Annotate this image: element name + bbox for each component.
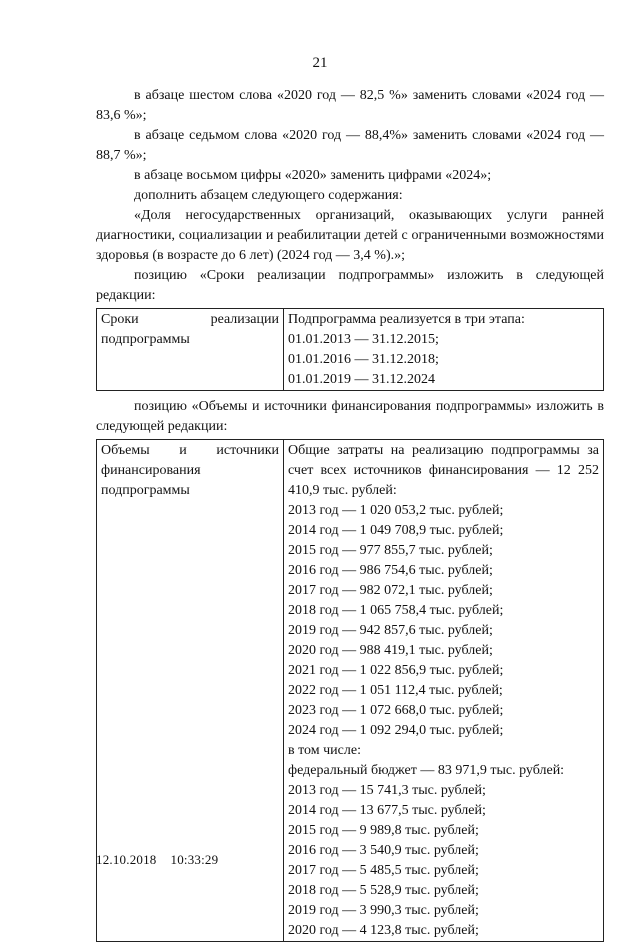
funding-year-total: 2014 год — 1 049 708,9 тыс. рублей; [288,523,504,538]
funding-year-total: 2017 год — 982 072,1 тыс. рублей; [288,583,493,598]
terms-label-word: реализации [210,312,279,327]
funding-year-federal: 2017 год — 5 485,5 тыс. рублей; [288,863,479,878]
terms-label-word: Сроки [101,312,139,327]
funding-label-word: источники [216,443,279,458]
terms-line: 01.01.2019 — 31.12.2024 [288,372,435,387]
paragraph-4: дополнить абзацем следующего содержания: [134,188,403,203]
funding-year-total: 2015 год — 977 855,7 тыс. рублей; [288,543,493,558]
terms-line: 01.01.2016 — 31.12.2018; [288,352,439,367]
funding-year-total: 2018 год — 1 065 758,4 тыс. рублей; [288,603,504,618]
funding-year-federal: 2016 год — 3 540,9 тыс. рублей; [288,843,479,858]
funding-year-federal: 2015 год — 9 989,8 тыс. рублей; [288,823,479,838]
terms-value-cell [284,309,604,391]
funding-year-federal: 2020 год — 4 123,8 тыс. рублей; [288,923,479,938]
funding-year-federal: 2013 год — 15 741,3 тыс. рублей; [288,783,486,798]
paragraph-5: «Доля негосударственных организаций, оказывающих услуги ранней диагностики, социализации и реабилитации детей с ограниченными возможностями здоровья (в возрасте до 6 лет) (2024 год — 3,4 %).»; [96,208,604,263]
funding-year-total: 2013 год — 1 020 053,2 тыс. рублей; [288,503,504,518]
funding-label-line1 [101,441,279,461]
funding-year-federal: 2018 год — 5 528,9 тыс. рублей; [288,883,479,898]
funding-year-total: 2023 год — 1 072 668,0 тыс. рублей; [288,703,504,718]
funding-label-line2: финансирования [101,463,201,478]
funding-federal: федеральный бюджет — 83 971,9 тыс. рублей: [288,763,565,778]
terms-table [96,308,604,391]
paragraph-2: в абзаце седьмом слова «2020 год — 88,4%» заменить словами «2024 год — 88,7 %»; [96,128,604,163]
terms-label-line1 [101,310,279,330]
timestamp-date: 12.10.2018 [96,852,157,867]
paragraph-6: позицию «Сроки реализации подпрограммы» изложить в следующей редакции: [96,268,604,303]
funding-label-line3: подпрограммы [101,483,190,498]
paragraph-1: в абзаце шестом слова «2020 год — 82,5 %» заменить словами «2024 год — 83,6 %»; [96,88,604,123]
paragraph-3: в абзаце восьмом цифры «2020» заменить цифрами «2024»; [134,168,492,183]
page-number: 21 [312,55,328,71]
funding-year-total: 2016 год — 986 754,6 тыс. рублей; [288,563,493,578]
funding-in-total: в том числе: [288,743,361,758]
funding-value-cell [284,440,604,942]
funding-year-federal: 2019 год — 3 990,3 тыс. рублей; [288,903,479,918]
funding-year-total: 2024 год — 1 092 294,0 тыс. рублей; [288,723,504,738]
funding-label-word: и [179,443,187,458]
funding-label-word: Объемы [101,443,150,458]
table-row [97,309,604,391]
terms-label-line2: подпрограммы [101,332,190,347]
funding-year-total: 2020 год — 988 419,1 тыс. рублей; [288,643,493,658]
terms-line: Подпрограмма реализуется в три этапа: [288,312,525,327]
paragraph-7: позицию «Объемы и источники финансирования подпрограммы» изложить в следующей редакции: [96,399,604,434]
funding-intro: Общие затраты на реализацию подпрограммы за счет всех источников финансирования — 12 252 410,9 тыс. рублей: [288,443,599,498]
timestamp [96,852,218,868]
funding-year-total: 2021 год — 1 022 856,9 тыс. рублей; [288,663,504,678]
terms-line: 01.01.2013 — 31.12.2015; [288,332,439,347]
funding-year-federal: 2014 год — 13 677,5 тыс. рублей; [288,803,486,818]
terms-label-cell [97,309,284,391]
funding-year-total: 2019 год — 942 857,6 тыс. рублей; [288,623,493,638]
timestamp-time: 10:33:29 [170,852,219,867]
document-body [96,86,604,942]
funding-year-total: 2022 год — 1 051 112,4 тыс. рублей; [288,683,503,698]
